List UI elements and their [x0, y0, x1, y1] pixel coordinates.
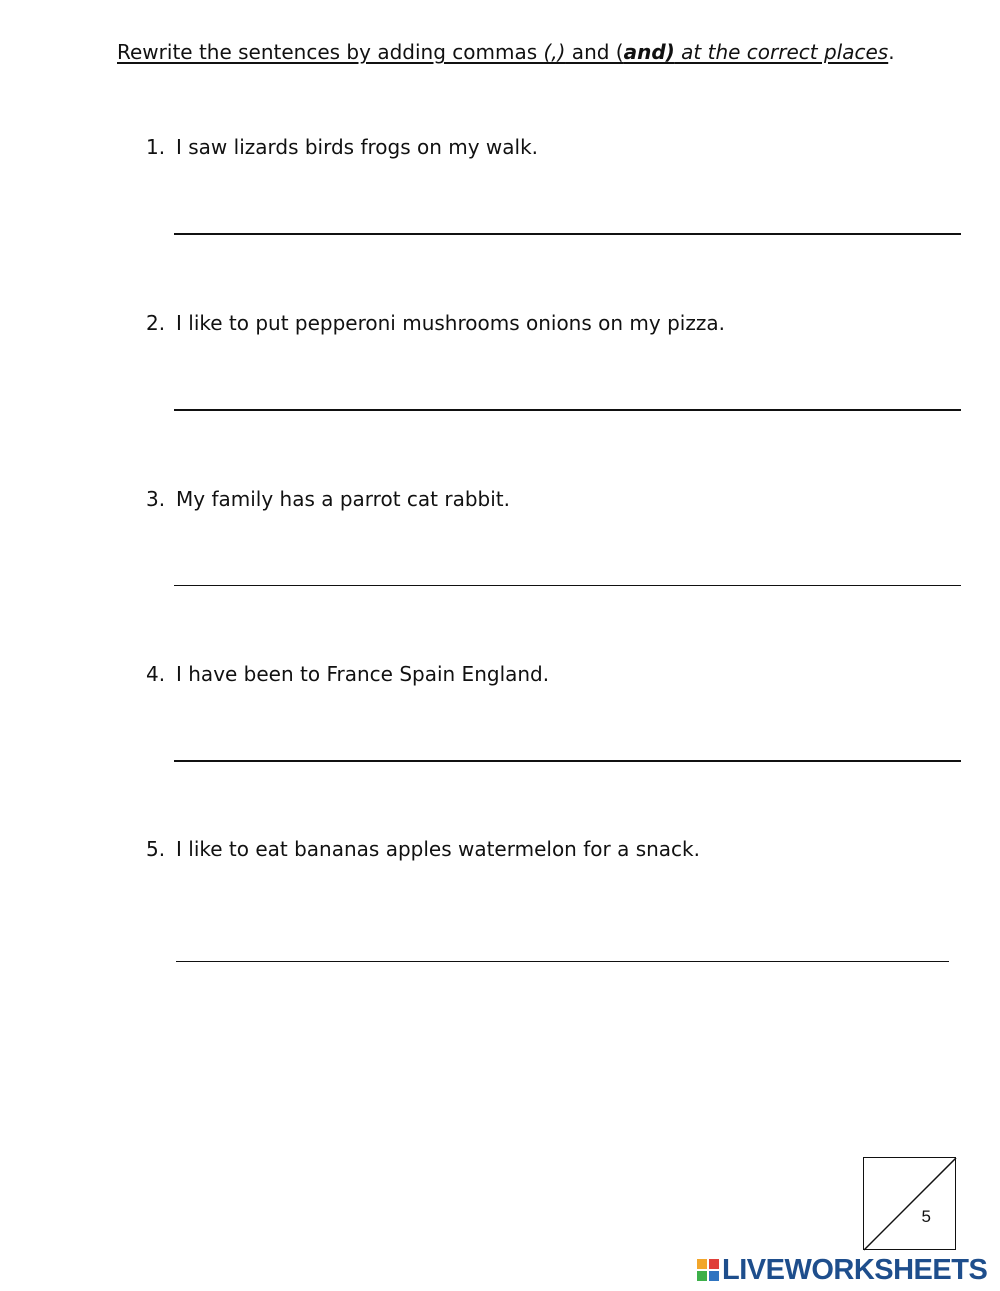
question-number: 2. [146, 311, 166, 335]
question-text: I saw lizards birds frogs on my walk. [176, 135, 539, 159]
answer-line-5[interactable] [176, 961, 949, 962]
answer-line-1[interactable] [174, 233, 961, 235]
brand-name: LIVEWORKSHEETS [722, 1253, 988, 1286]
question-5 [146, 835, 700, 863]
question-2 [146, 309, 725, 337]
liveworksheets-logo-icon [697, 1259, 719, 1281]
instruction-comma-symbol: (,) [543, 40, 566, 64]
question-number: 5. [146, 837, 166, 861]
score-divider-line [864, 1158, 957, 1251]
score-box [863, 1157, 956, 1250]
instruction-part-1: Rewrite the sentences by adding commas [117, 40, 544, 64]
question-text: I like to eat bananas apples watermelon for a snack. [176, 837, 700, 861]
question-text: My family has a parrot cat rabbit. [176, 487, 510, 511]
question-text: I have been to France Spain England. [176, 662, 550, 686]
question-number: 3. [146, 487, 166, 511]
instruction-period: . [888, 40, 895, 64]
question-3 [146, 485, 510, 513]
instruction-part-5: at the correct places [674, 40, 889, 64]
score-total: 5 [921, 1207, 931, 1226]
question-number: 4. [146, 662, 166, 686]
instructions [117, 38, 895, 66]
question-4 [146, 660, 549, 688]
instruction-and-word: and) [623, 40, 675, 64]
question-1 [146, 133, 538, 161]
liveworksheets-brand [697, 1255, 987, 1285]
answer-line-4[interactable] [174, 760, 961, 762]
instruction-part-3: and ( [565, 40, 624, 64]
question-text: I like to put pepperoni mushrooms onions on my pizza. [176, 311, 725, 335]
answer-line-3[interactable] [174, 585, 961, 586]
instruction-text [117, 40, 888, 64]
answer-line-2[interactable] [174, 409, 961, 411]
question-number: 1. [146, 135, 166, 159]
